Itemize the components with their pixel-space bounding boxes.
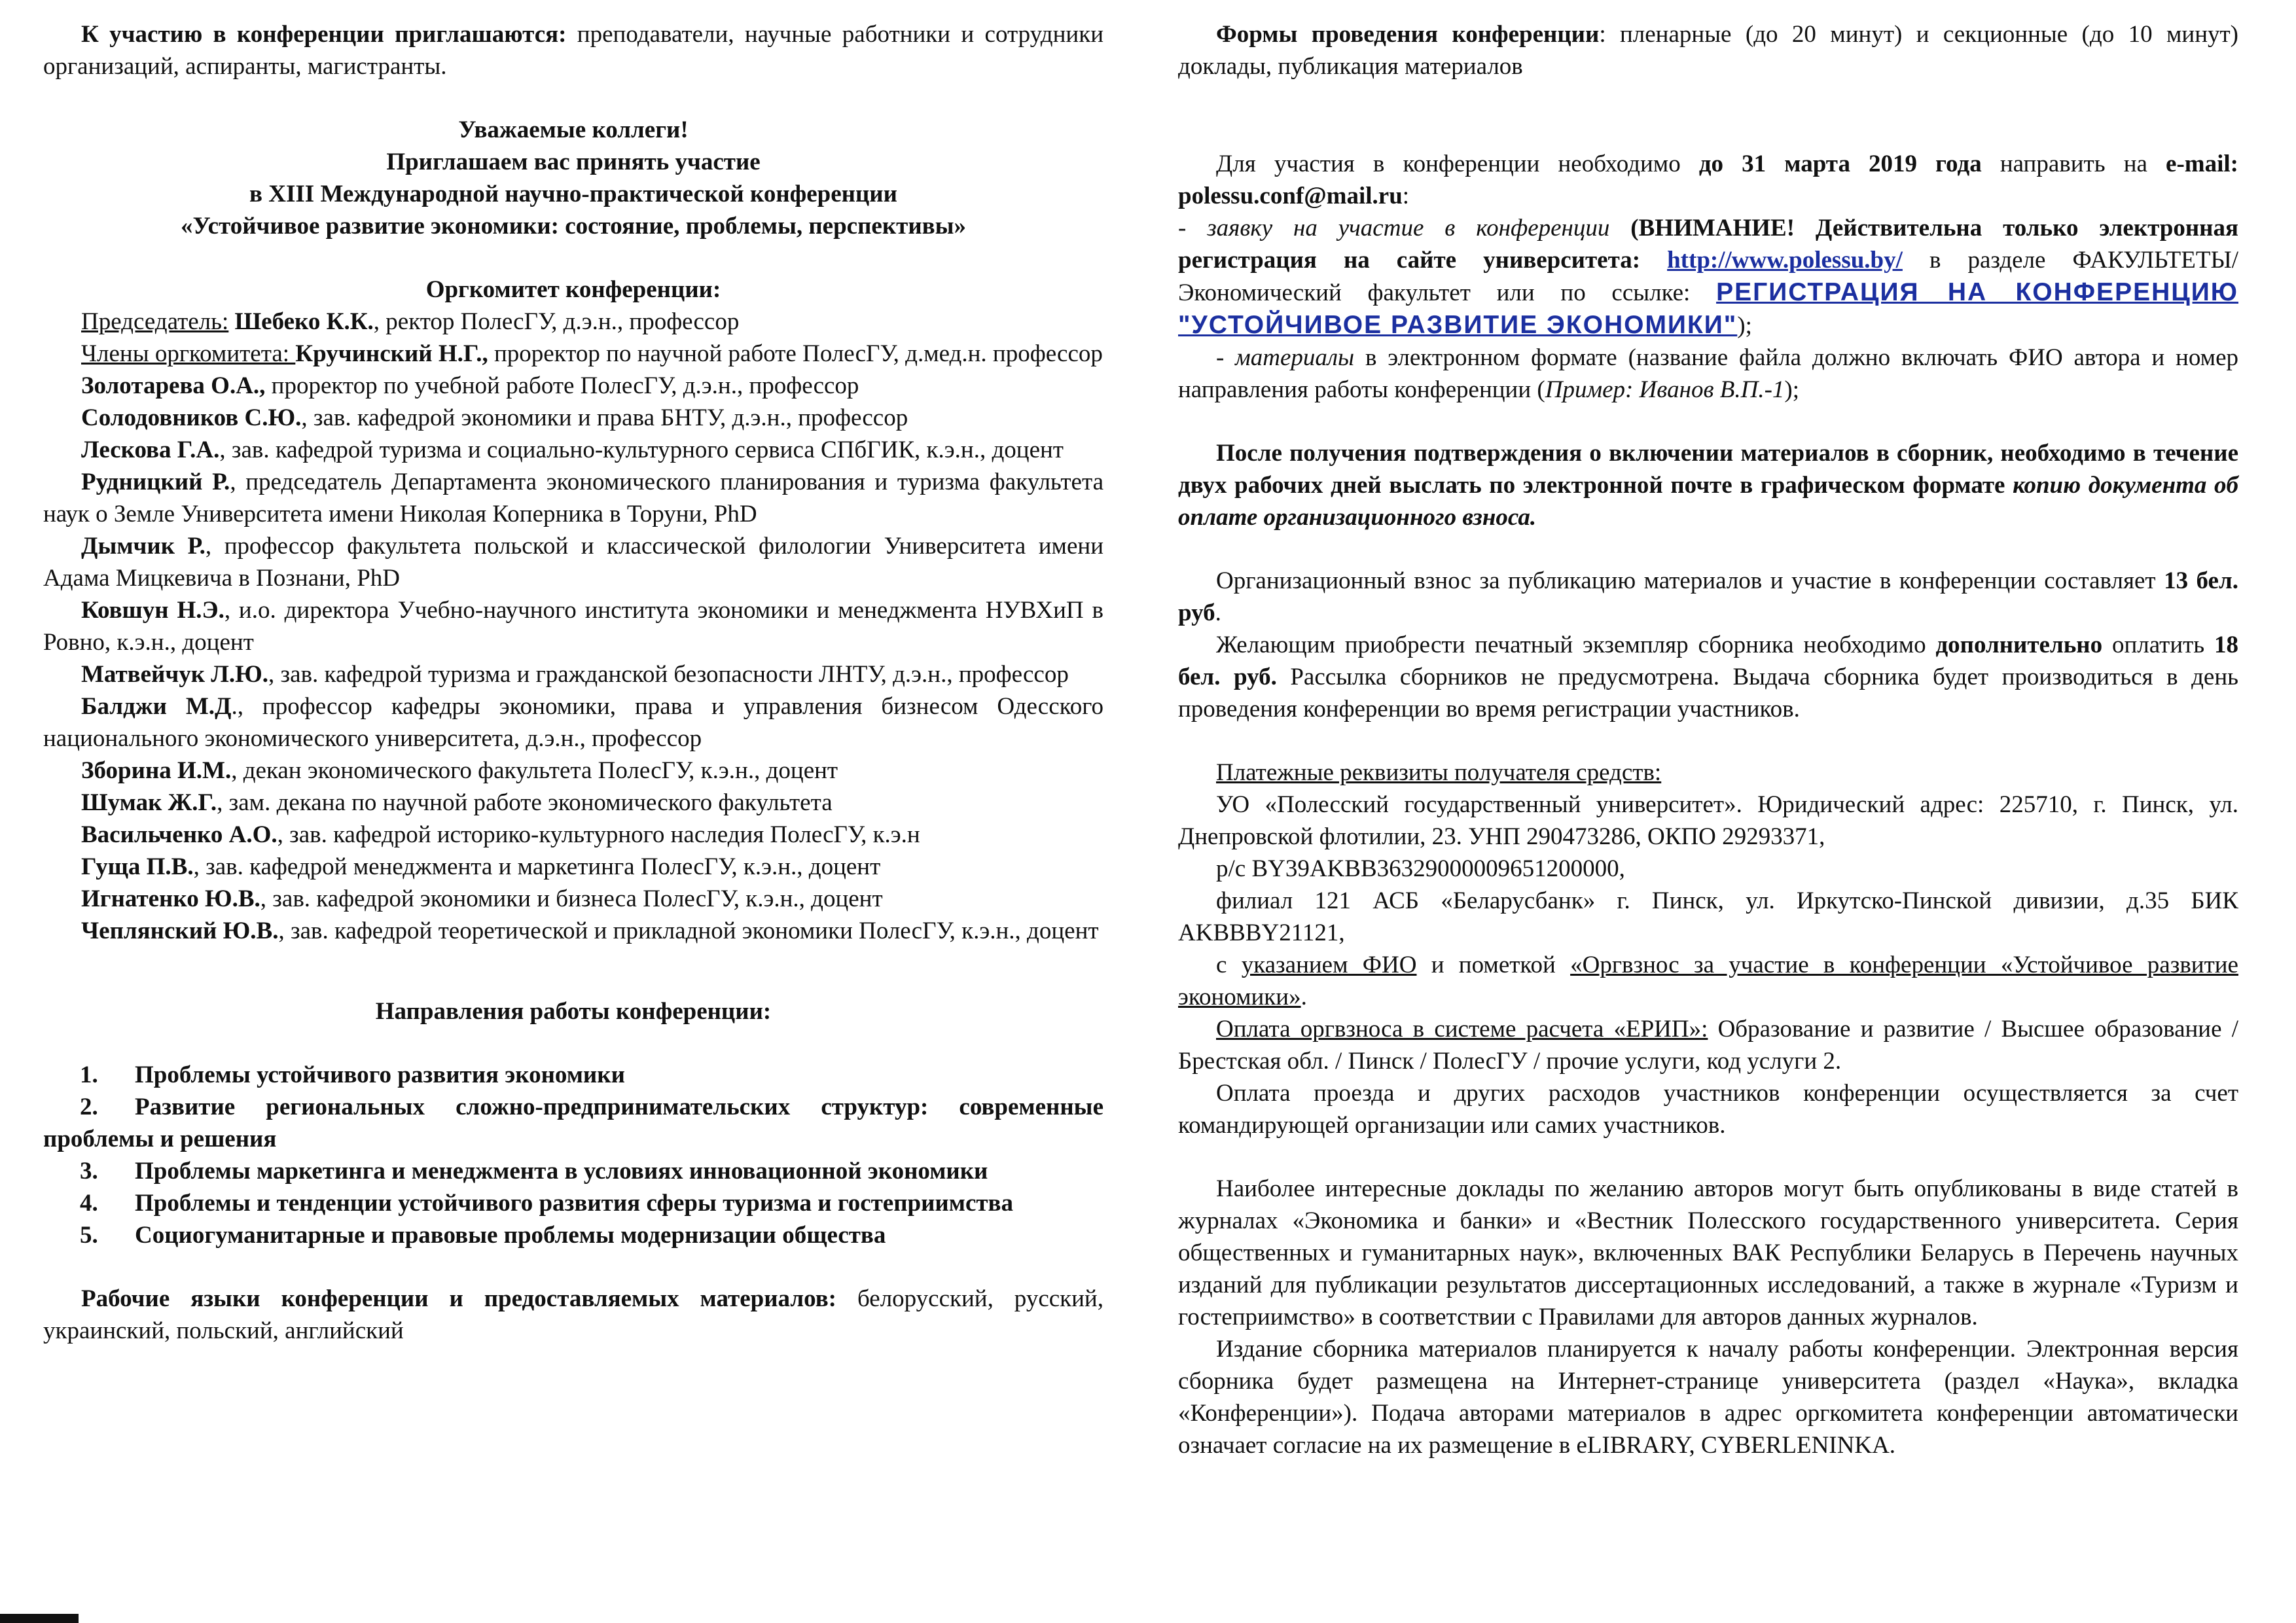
application-label: заявку на участие в конференции [1207, 215, 1610, 241]
fee-amount: 13 бел. руб [1178, 567, 2238, 626]
committee-member [43, 434, 1103, 466]
confirmation-paragraph [1178, 437, 2238, 533]
bullet-dash: - [1216, 344, 1236, 371]
materials-text: ); [1784, 376, 1800, 403]
committee-member [43, 755, 1103, 787]
materials-paragraph [1178, 342, 2238, 406]
member-name: Матвейчук Л.Ю. [81, 661, 269, 688]
committee-member [43, 787, 1103, 819]
contact-email: e-mail: polessu.conf@mail.ru [1178, 151, 2238, 209]
invitation-text: преподаватели, научные работники и сотрудники организаций, аспиранты, магистранты. [43, 21, 1103, 80]
deadline-date: до 31 марта 2019 года [1698, 151, 1982, 177]
member-text: , зав. кафедрой историко-культурного наследия ПолесГУ, к.э.н [277, 821, 920, 848]
member-name: Солодовников С.Ю. [81, 404, 302, 431]
member-name: Дымчик Р. [81, 533, 206, 560]
travel-expenses-paragraph: Оплата проезда и других расходов участников конференции осуществляется за счет командирующей организации или самих участников. [1178, 1080, 2238, 1139]
committee-member [43, 402, 1103, 434]
committee-member [43, 690, 1103, 755]
direction-text: Проблемы устойчивого развития экономики [135, 1061, 625, 1088]
direction-number: 1. [80, 1061, 98, 1088]
application-text: ); [1737, 312, 1752, 339]
deadline-text: : [1402, 183, 1410, 209]
committee-heading: Оргкомитет конференции: [425, 276, 721, 303]
languages-paragraph [43, 1283, 1103, 1347]
committee-chair [43, 306, 1103, 338]
materials-label: материалы [1235, 344, 1355, 371]
application-paragraph [1178, 212, 2238, 342]
print-additional: дополнительно [1935, 632, 2103, 658]
member-name: Лескова Г.А. [81, 437, 220, 463]
member-text: , декан экономического факультета ПолесГУ, к.э.н., доцент [231, 757, 838, 784]
deadline-text: направить на [1981, 151, 2166, 177]
erip-label: Оплата оргвзноса в системе расчета «ЕРИП»: [1216, 1016, 1708, 1043]
member-name: Ковшун Н.Э. [81, 597, 224, 624]
deadline-text: Для участия в конференции необходимо [1216, 151, 1699, 177]
member-text: , зав. кафедрой экономики и бизнеса ПолесГУ, к.э.н., доцент [260, 885, 883, 912]
direction-number: 5. [80, 1222, 98, 1249]
direction-item [43, 1187, 1103, 1219]
member-text: , зав. кафедрой туризма и гражданской безопасности ЛНТУ, д.э.н., профессор [268, 661, 1069, 688]
fee-text: . [1215, 599, 1221, 626]
bullet-dash: - [1178, 215, 1208, 241]
direction-text: Проблемы и тенденции устойчивого развития сферы туризма и гостеприимства [135, 1190, 1014, 1217]
print-text: оплатить [2102, 632, 2214, 658]
payment-line: УО «Полесский государственный университет». Юридический адрес: 225710, г. Пинск, ул. Днепровской флотилии, 23. УНП 290473286, ОКПО 29293371, [1178, 791, 2238, 850]
direction-number: 4. [80, 1190, 98, 1217]
languages-text: белорусский, русский, украинский, польский, английский [43, 1285, 1103, 1344]
note-fio: указанием ФИО [1241, 952, 1417, 978]
member-name: Балджи М.Д [81, 693, 232, 720]
materials-example: Пример: Иванов В.П.-1 [1545, 376, 1785, 403]
direction-item [43, 1059, 1103, 1091]
direction-item [43, 1219, 1103, 1251]
fee-text: Организационный взнос за публикацию материалов и участие в конференции составляет [1216, 567, 2164, 594]
members-label: Члены оргкомитета: [81, 340, 296, 367]
direction-text: Проблемы маркетинга и менеджмента в условиях инновационной экономики [135, 1158, 988, 1185]
committee-member [43, 883, 1103, 915]
member-text: , профессор факультета польской и классической филологии Университета имени Адама Мицкевича в Познани, PhD [43, 533, 1103, 592]
invitation-label: К участию в конференции приглашаются: [81, 21, 567, 48]
member-name: Игнатенко Ю.В. [81, 885, 260, 912]
chair-label: Председатель: [81, 308, 229, 335]
deadline-paragraph [1178, 148, 2238, 212]
committee-member [43, 658, 1103, 690]
journals-paragraph: Наиболее интересные доклады по желанию авторов могут быть опубликованы в виде статей в журналах «Экономика и банки» и «Вестник Полесского государственного университета. Серия общественных и гуманитарных наук», включенных ВАК Республики Беларусь в Перечень научных изданий для публикации результатов диссертационных исследований, а также в журнале «Туризм и гостеприимство» в соответствии с Правилами для авторов данных журналов. [1178, 1175, 2238, 1330]
right-column [1178, 18, 2238, 1461]
forms-text: : пленарные (до 20 минут) и секционные (до 10 минут) доклады, публикация материалов [1178, 21, 2238, 80]
print-text: Рассылка сборников не предусмотрена. Выдача сборника будет производиться в день проведения конференции во время регистрации участников. [1178, 664, 2238, 722]
print-text: Желающим приобрести печатный экземпляр сборника необходимо [1216, 632, 1936, 658]
left-column [43, 18, 1103, 1347]
conference-title: «Устойчивое развитие экономики: состояние, проблемы, перспективы» [180, 213, 967, 240]
member-name: Шумак Ж.Г. [81, 789, 217, 816]
erip-text: Образование и развитие / Высшее образование / Брестская обл. / Пинск / ПолесГУ / прочие услуги, код услуги 2. [1178, 1016, 2238, 1075]
committee-member [43, 370, 1103, 402]
direction-text: Развитие региональных сложно-предпринимательских структур: современные проблемы и решения [43, 1094, 1103, 1152]
note-text: и пометкой [1416, 952, 1571, 978]
member-text: , зав. кафедрой туризма и социально-культурного сервиса СПбГИК, к.э.н., доцент [219, 437, 1064, 463]
greeting-line: Приглашаем вас принять участие [386, 149, 761, 175]
application-warning: (ВНИМАНИЕ! Действительна только электронная регистрация на сайте университета: [1178, 215, 2239, 274]
committee-member [43, 851, 1103, 883]
member-text: , зав. кафедрой экономики и права БНТУ, д.э.н., профессор [301, 404, 908, 431]
note-purpose: «Оргвзнос за участие в конференции «Устойчивое развитие экономики» [1178, 952, 2238, 1010]
direction-number: 3. [80, 1158, 98, 1185]
member-text: проректор по учебной работе ПолесГУ, д.э.н., профессор [265, 372, 859, 399]
languages-label: Рабочие языки конференции и предоставляемых материалов: [81, 1285, 836, 1312]
member-text: ., профессор кафедры экономики, права и управления бизнесом Одесского национального экономического университета, д.э.н., профессор [43, 693, 1103, 752]
greeting-block [43, 114, 1103, 242]
university-site-link[interactable]: http://www.polessu.by/ [1667, 247, 1903, 274]
committee-member [43, 530, 1103, 594]
greeting-line: Уважаемые коллеги! [458, 116, 689, 143]
payment-line: филиал 121 АСБ «Беларусбанк» г. Пинск, ул. Иркутско-Пинской дивизии, д.35 БИК AKBBBY21121, [1178, 887, 2238, 946]
directions-heading: Направления работы конференции: [375, 998, 772, 1025]
directions-list [43, 1059, 1103, 1251]
member-text: , зам. декана по научной работе экономического факультета [217, 789, 833, 816]
print-amount: 18 бел. руб. [1178, 632, 2238, 690]
invitation-paragraph [43, 18, 1103, 82]
member-text: проректор по научной работе ПолесГУ, д.мед.н. профессор [488, 340, 1103, 367]
member-name: Чеплянский Ю.В. [81, 918, 279, 944]
payment-copy-note: копию документа об оплате организационного взноса. [1178, 472, 2238, 531]
payment-line: р/с BY39AKBB36329000009651200000, [1216, 855, 1625, 882]
note-text: . [1300, 984, 1307, 1010]
confirmation-text: После получения подтверждения о включении материалов в сборник, необходимо в течение двух рабочих дней выслать по электронной почте в графическом формате [1178, 440, 2238, 499]
print-copy-paragraph [1178, 629, 2238, 725]
forms-label: Формы проведения конференции [1216, 21, 1600, 48]
committee-member [43, 594, 1103, 658]
member-name: Рудницкий Р. [81, 469, 230, 495]
member-text: , зав. кафедрой теоретической и прикладной экономики ПолесГУ, к.э.н., доцент [278, 918, 1099, 944]
payment-title: Платежные реквизиты получателя средств: [1216, 759, 1662, 786]
fee-paragraph [1178, 565, 2238, 629]
greeting-line: в XIII Международной научно-практической конференции [249, 181, 897, 207]
member-text: , председатель Департамента экономического планирования и туризма факультета наук о Земле Университета имени Николая Коперника в Торуни, PhD [43, 469, 1104, 527]
direction-item [43, 1091, 1103, 1155]
registration-link[interactable]: РЕГИСТРАЦИЯ НА КОНФЕРЕНЦИЮ "УСТОЙЧИВОЕ РАЗВИТИЕ ЭКОНОМИКИ" [1178, 278, 2239, 339]
chair-name: Шебеко К.К. [228, 308, 374, 335]
materials-text: в электронном формате (название файла должно включать ФИО автора и номер направления работы конференции ( [1178, 344, 2238, 403]
committee-member [43, 466, 1103, 530]
direction-text: Социогуманитарные и правовые проблемы модернизации общества [135, 1222, 886, 1249]
chair-text: , ректор ПолесГУ, д.э.н., профессор [373, 308, 740, 335]
erip-paragraph [1178, 1013, 2238, 1077]
application-text: в разделе ФАКУЛЬТЕТЫ/ Экономический факультет или по ссылке: [1178, 247, 2238, 306]
direction-number: 2. [80, 1094, 98, 1120]
member-name: Гуща П.В. [81, 853, 194, 880]
note-text: с [1216, 952, 1242, 978]
publication-paragraph: Издание сборника материалов планируется к началу работы конференции. Электронная версия сборника будет размещена на Интернет-странице университета (раздел «Наука», вкладка «Конференции»). Подача авторами материалов в адрес оргкомитета конференции автоматически означает согласие на их размещение в eLIBRARY, CYBERLENINKA. [1178, 1336, 2238, 1459]
direction-item [43, 1155, 1103, 1187]
payment-note [1178, 949, 2238, 1013]
committee-member [43, 819, 1103, 851]
member-text: , и.о. директора Учебно-научного института экономики и менеджмента НУВХиП в Ровно, к.э.н., доцент [43, 597, 1103, 656]
committee-member [43, 338, 1103, 370]
member-name: Зборина И.М. [81, 757, 232, 784]
member-text: , зав. кафедрой менеджмента и маркетинга ПолесГУ, к.э.н., доцент [193, 853, 881, 880]
member-name: Золотарева О.А., [81, 372, 266, 399]
member-name: Кручинский Н.Г., [295, 340, 488, 367]
payment-heading [1178, 757, 2238, 789]
member-name: Васильченко А.О. [81, 821, 278, 848]
committee-member [43, 915, 1103, 947]
scan-edge-mark [0, 1614, 79, 1623]
forms-paragraph [1178, 18, 2238, 82]
